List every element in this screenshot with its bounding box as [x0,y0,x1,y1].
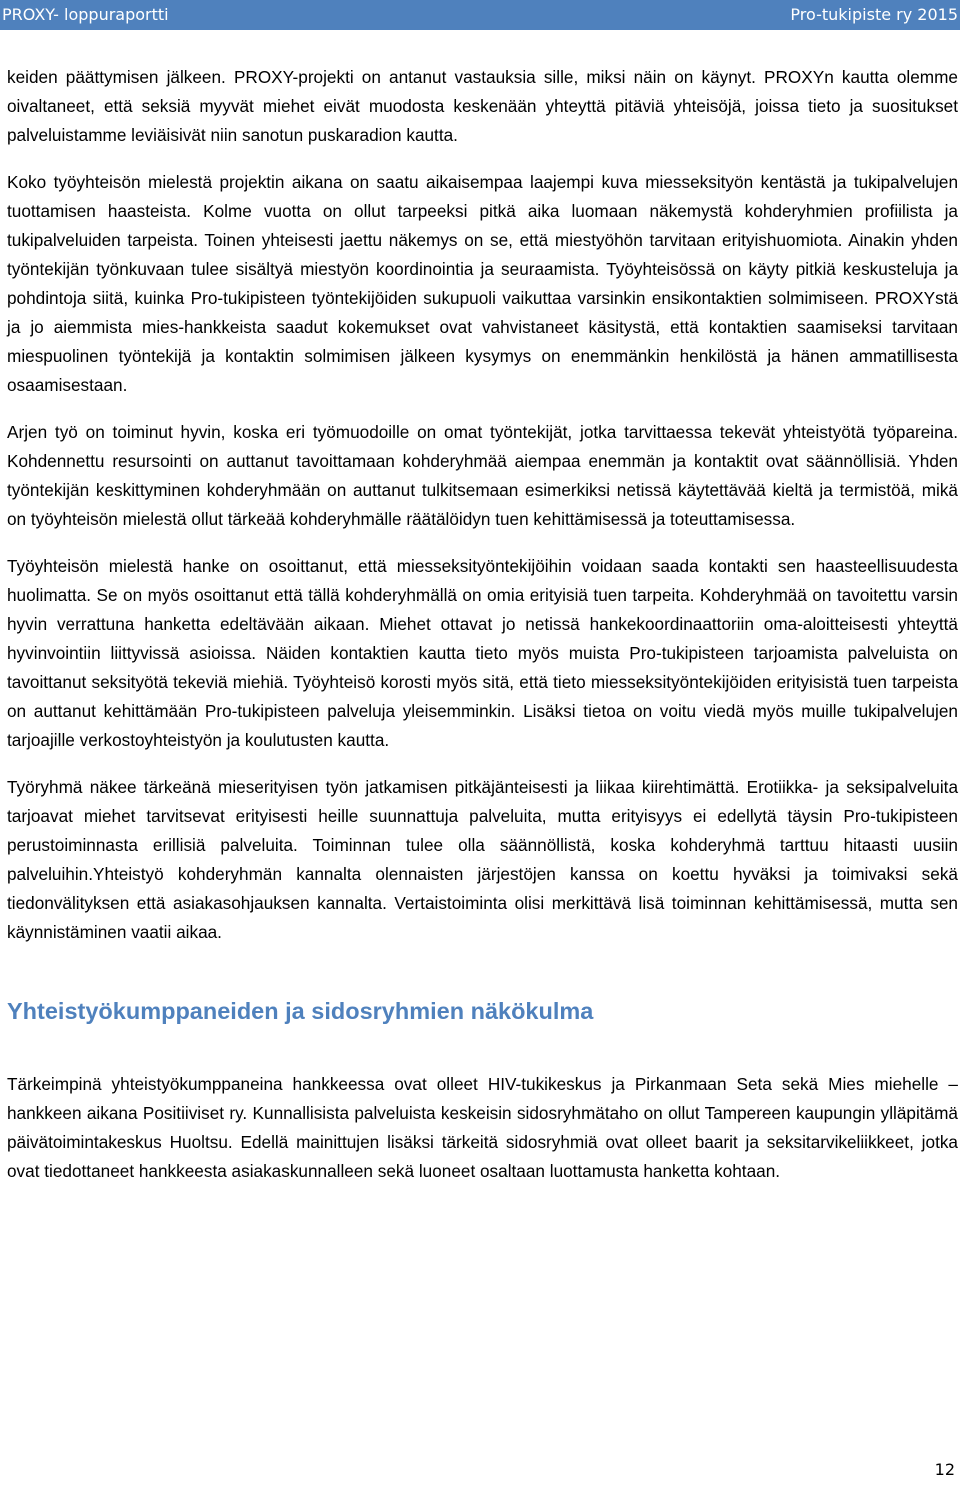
page-header [0,0,960,30]
section-heading: Yhteistyökumppaneiden ja sidosryhmien näkökulma [7,998,594,1024]
header-report-title: PROXY- loppuraportti [2,5,169,24]
paragraph-1: keiden päättymisen jälkeen. PROXY-projekti on antanut vastauksia sille, miksi näin on käynyt. PROXYn kautta olemme oivaltaneet, että seksiä myyvät miehet eivät muodosta keskenään yhteyttä pitäviä yhteisöjä, joissa tieto ja suositukset palveluistamme leviäisivät niin sanotun puskaradion kautta. [7,67,958,145]
paragraph-4: Työyhteisön mielestä hanke on osoittanut, että miesseksityöntekijöihin voidaan saada kontakti sen haasteellisuudesta huolimatta. Se on myös osoittanut että tällä kohderyhmällä on omia erityisiä tuen tarpeita. Kohderyhmää on tavoitettu varsin hyvin verrattuna hanketta edeltävään aikaan. Miehet ottavat jo netissä hankekoordinaattoriin oma-aloitteisesti yhteyttä hyvinvointiin liittyvissä asioissa. Näiden kontaktien kautta tieto myös muista Pro-tukipisteen tarjoamista palveluista on tavoittanut seksityötä tekeviä miehiä. Työyhteisö korosti myös sitä, että tieto miesseksityöntekijöiden erityisistä tuen tarpeista on auttanut kehittämään Pro-tukipisteen palveluja yleisemminkin. Lisäksi tietoa on voitu viedä myös muille tukipalvelujen tarjoajille verkostoyhteistyön ja koulutusten kautta. [7,556,958,750]
paragraph-3: Arjen työ on toiminut hyvin, koska eri työmuodoille on omat työntekijät, jotka tarvittaessa tekevät yhteistyötä työpareina. Kohdennettu resursointi on auttanut tavoittamaan kohderyhmää aiempaa enemmän ja kontaktit ovat säännöllisiä. Yhden työntekijän keskittyminen kohderyhmään on auttanut tulkitsemaan esimerkiksi netissä käytettävää kieltä ja termistöä, mikä on työyhteisön mielestä ollut tärkeää kohderyhmälle räätälöidyn tuen kehittämisessä ja toteuttamisessa. [7,422,958,529]
header-organization: Pro-tukipiste ry 2015 [790,5,958,24]
paragraph-2: Koko työyhteisön mielestä projektin aikana on saatu aikaisempaa laajempi kuva miesseksityön kentästä ja tukipalvelujen tuottamisen haasteista. Kolme vuotta on ollut tarpeeksi pitkä aika luomaan näkemystä kohderyhmien profiilista ja tukipalveluiden tarpeista. Toinen yhteisesti jaettu näkemys on se, että miestyöhön tarvitaan erityishuomiota. Ainakin yhden työntekijän työnkuvaan tulee sisältyä miestyön koordinointia ja seuraamista. Työyhteisössä on käyty pitkiä keskusteluja ja pohdintoja siitä, kuinka Pro-tukipisteen työntekijöiden sukupuoli vaikuttaa varsinkin ensikontaktien solmimiseen. PROXYstä ja jo aiemmista mies-hankkeista saadut kokemukset ovat vahvistaneet käsitystä, että kontaktien saamiseksi tarvitaan miespuolinen työntekijä ja kontaktin solmimisen jälkeen kysymys on enemmänkin henkilöstä ja hänen ammatillisesta osaamisestaan. [7,172,958,395]
page-number: 12 [934,1460,955,1479]
section-paragraph: Tärkeimpinä yhteistyökumppaneina hankkeessa ovat olleet HIV-tukikeskus ja Pirkanmaan Seta sekä Mies miehelle –hankkeen aikana Positiiviset ry. Kunnallisista palveluista keskeisin sidosryhmätaho on ollut Tampereen kaupungin ylläpitämä päivätoimintakeskus Huoltsu. Edellä mainittujen lisäksi tärkeitä sidosryhmiä ovat olleet baarit ja seksitarvikeliikkeet, jotka ovat tiedottaneet hankkeesta asiakaskunnalleen sekä luoneet osaltaan luottamusta hanketta kohtaan. [7,1074,958,1181]
document-body [7,63,958,1204]
paragraph-5: Työryhmä näkee tärkeänä mieserityisen työn jatkamisen pitkäjänteisesti ja liikaa kiirehtimättä. Erotiikka- ja seksipalveluita tarjoavat miehet tarvitsevat erityisesti heille suunnattuja palveluita, mutta erityisyys ei edellytä täysin Pro-tukipisteen perustoiminnasta erillisiä palveluita. Toiminnan tulee olla säännöllistä, koska kohderyhmä tarttuu hitaasti uusiin palveluihin.Yhteistyö kohderyhmän kannalta olennaisten järjestöjen kanssa on koettu hyväksi ja toimivaksi sekä tiedonvälityksen että asiakasohjauksen kannalta. Vertaistoiminta olisi merkittävä lisä toiminnan kehittämisessä, mutta sen käynnistäminen vaatii aikaa. [7,777,958,942]
